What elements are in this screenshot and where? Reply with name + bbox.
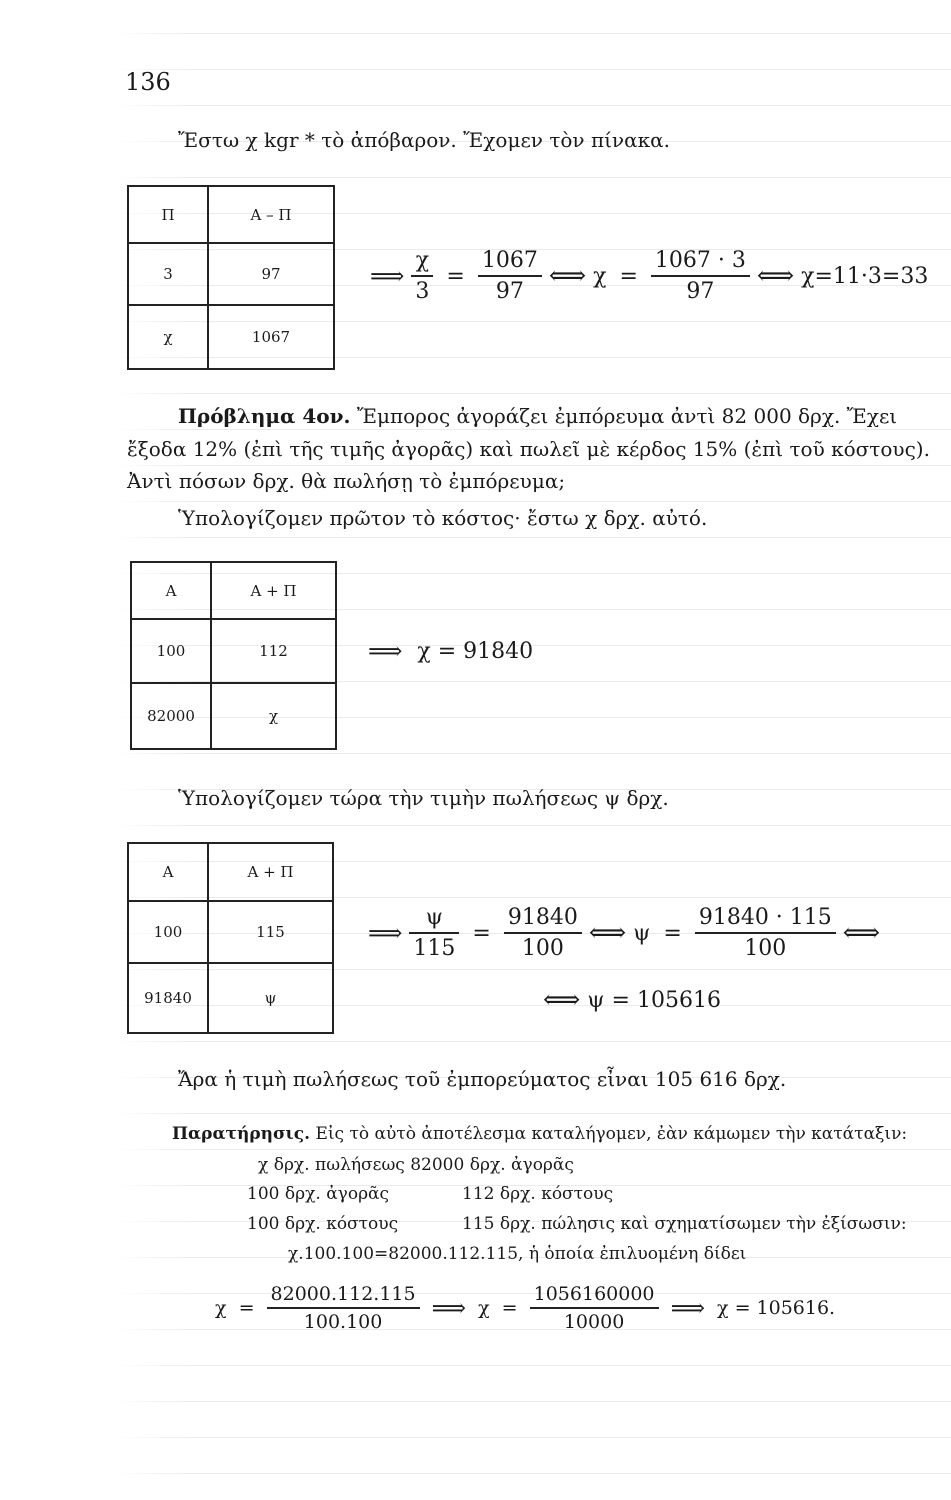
page-number: 136 xyxy=(125,68,171,96)
remark-line-2: χ δρχ. πωλήσεως 82000 δρχ. ἀγορᾶς xyxy=(258,1155,574,1175)
problem-title: Πρόβλημα 4ον. xyxy=(178,404,351,428)
implies-arrow-icon: ⟹ xyxy=(370,262,405,290)
table-ratio-1 xyxy=(127,185,335,370)
table-cell: Π xyxy=(128,186,208,243)
fraction: $\frac{1056160000}{10000}$ xyxy=(530,1283,659,1333)
implies-arrow-icon: ⟹ xyxy=(368,637,403,665)
remark-line-1: Παρατήρησις. Εἰς τὸ αὐτὸ ἀποτέλεσμα καταλήγομεν, ἐὰν κάμωμεν τὴν κατάταξιν: xyxy=(172,1124,908,1144)
table-cell: 82000 xyxy=(131,683,211,749)
table-cell: 115 xyxy=(208,901,333,963)
equivalence-arrow-icon: ⟺ xyxy=(543,985,581,1015)
remark-line-3a: 100 δρχ. ἀγορᾶς xyxy=(247,1184,390,1204)
table-cell: χ xyxy=(128,305,208,369)
table-cell: 100 xyxy=(128,901,208,963)
table-cell: Α xyxy=(131,562,211,619)
equation-1: ⟹ $\frac{\chi}{3}$ = $\frac{1067}{97}$ ⟺ χ = $\frac{1067 \cdot 3}{97}$ ⟺ χ=11·3=33 xyxy=(370,248,929,304)
table-cell: 91840 xyxy=(128,963,208,1033)
remark-line-3b: 112 δρχ. κόστους xyxy=(462,1184,614,1204)
table-cell: Α xyxy=(128,843,208,901)
fraction: $\frac{1067 \cdot 3}{97}$ xyxy=(651,248,750,304)
fraction: $\frac{91840}{100}$ xyxy=(504,905,582,961)
table-cell: Α + Π xyxy=(211,562,336,619)
implies-arrow-icon: ⟹ xyxy=(670,1294,705,1322)
remark-title: Παρατήρησις. xyxy=(172,1124,311,1144)
problem-4-line-3: Ἀντὶ πόσων δρχ. θὰ πωλήσῃ τὸ ἐμπόρευμα; xyxy=(127,469,566,493)
equivalence-arrow-icon: ⟺ xyxy=(842,918,881,948)
table-cost xyxy=(130,561,337,750)
equation-result: χ=11·3=33 xyxy=(801,263,929,289)
conclusion-line: Ἄρα ἡ τιμὴ πωλήσεως τοῦ ἐμπορεύματος εἶναι 105 616 δρχ. xyxy=(178,1067,787,1091)
table-selling xyxy=(127,842,334,1034)
remark-line-4a: 100 δρχ. κόστους xyxy=(247,1214,399,1234)
fraction: $\frac{82000.112.115}{100.100}$ xyxy=(267,1283,420,1333)
equivalence-arrow-icon: ⟺ xyxy=(548,261,587,291)
equation-4: χ = $\frac{82000.112.115}{100.100}$ ⟹ χ = $\frac{1056160000}{10000}$ ⟹ χ = 105616. xyxy=(215,1283,836,1333)
equation-3: ⟹ $\frac{\psi}{115}$ = $\frac{91840}{100}$ ⟺ ψ = $\frac{91840 \cdot 115}{100}$ ⟺ xyxy=(368,905,881,961)
table-cell: 97 xyxy=(208,243,334,305)
implies-arrow-icon: ⟹ xyxy=(368,919,403,947)
fraction: $\frac{1067}{97}$ xyxy=(478,248,542,304)
implies-arrow-icon: ⟹ xyxy=(431,1294,467,1322)
equivalence-arrow-icon: ⟺ xyxy=(756,261,795,291)
intro-text: Ἔστω χ kgr * τὸ ἀπόβαρον. Ἔχομεν τὸν πίνακα. xyxy=(178,128,670,152)
problem-4-line-1: Πρόβλημα 4ον. Ἔμπορος ἀγοράζει ἐμπόρευμα ἀντὶ 82 000 δρχ. Ἔχει xyxy=(178,404,898,428)
equation-2: ⟹ χ = 91840 xyxy=(368,637,534,665)
equation-3-result: ⟺ ψ = 105616 xyxy=(543,985,721,1015)
selling-price-line: Ὑπολογίζομεν τώρα τὴν τιμὴν πωλήσεως ψ δρχ. xyxy=(178,786,669,810)
equivalence-arrow-icon: ⟺ xyxy=(588,918,627,948)
table-cell: χ xyxy=(211,683,336,749)
problem-4-line-2: ἔξοδα 12% (ἐπὶ τῆς τιμῆς ἀγορᾶς) καὶ πωλεῖ μὲ κέρδος 15% (ἐπὶ τοῦ κόστους). xyxy=(127,437,930,461)
table-cell: 112 xyxy=(211,619,336,683)
table-cell: 1067 xyxy=(208,305,334,369)
table-cell: 3 xyxy=(128,243,208,305)
table-cell: Α + Π xyxy=(208,843,333,901)
remark-line-5: χ.100.100=82000.112.115, ἡ ὁποία ἐπιλυομένη δίδει xyxy=(288,1244,747,1264)
fraction: $\frac{91840 \cdot 115}{100}$ xyxy=(695,905,836,961)
problem-4-line-4: Ὑπολογίζομεν πρῶτον τὸ κόστος· ἔστω χ δρχ. αὐτό. xyxy=(178,506,708,530)
table-cell: 100 xyxy=(131,619,211,683)
fraction: $\frac{\chi}{3}$ xyxy=(411,248,433,304)
table-cell: ψ xyxy=(208,963,333,1033)
remark-line-4b: 115 δρχ. πώλησις καὶ σχηματίσωμεν τὴν ἐξίσωσιν: xyxy=(462,1214,907,1234)
table-cell: Α – Π xyxy=(208,186,334,243)
fraction: $\frac{\psi}{115}$ xyxy=(409,905,459,961)
